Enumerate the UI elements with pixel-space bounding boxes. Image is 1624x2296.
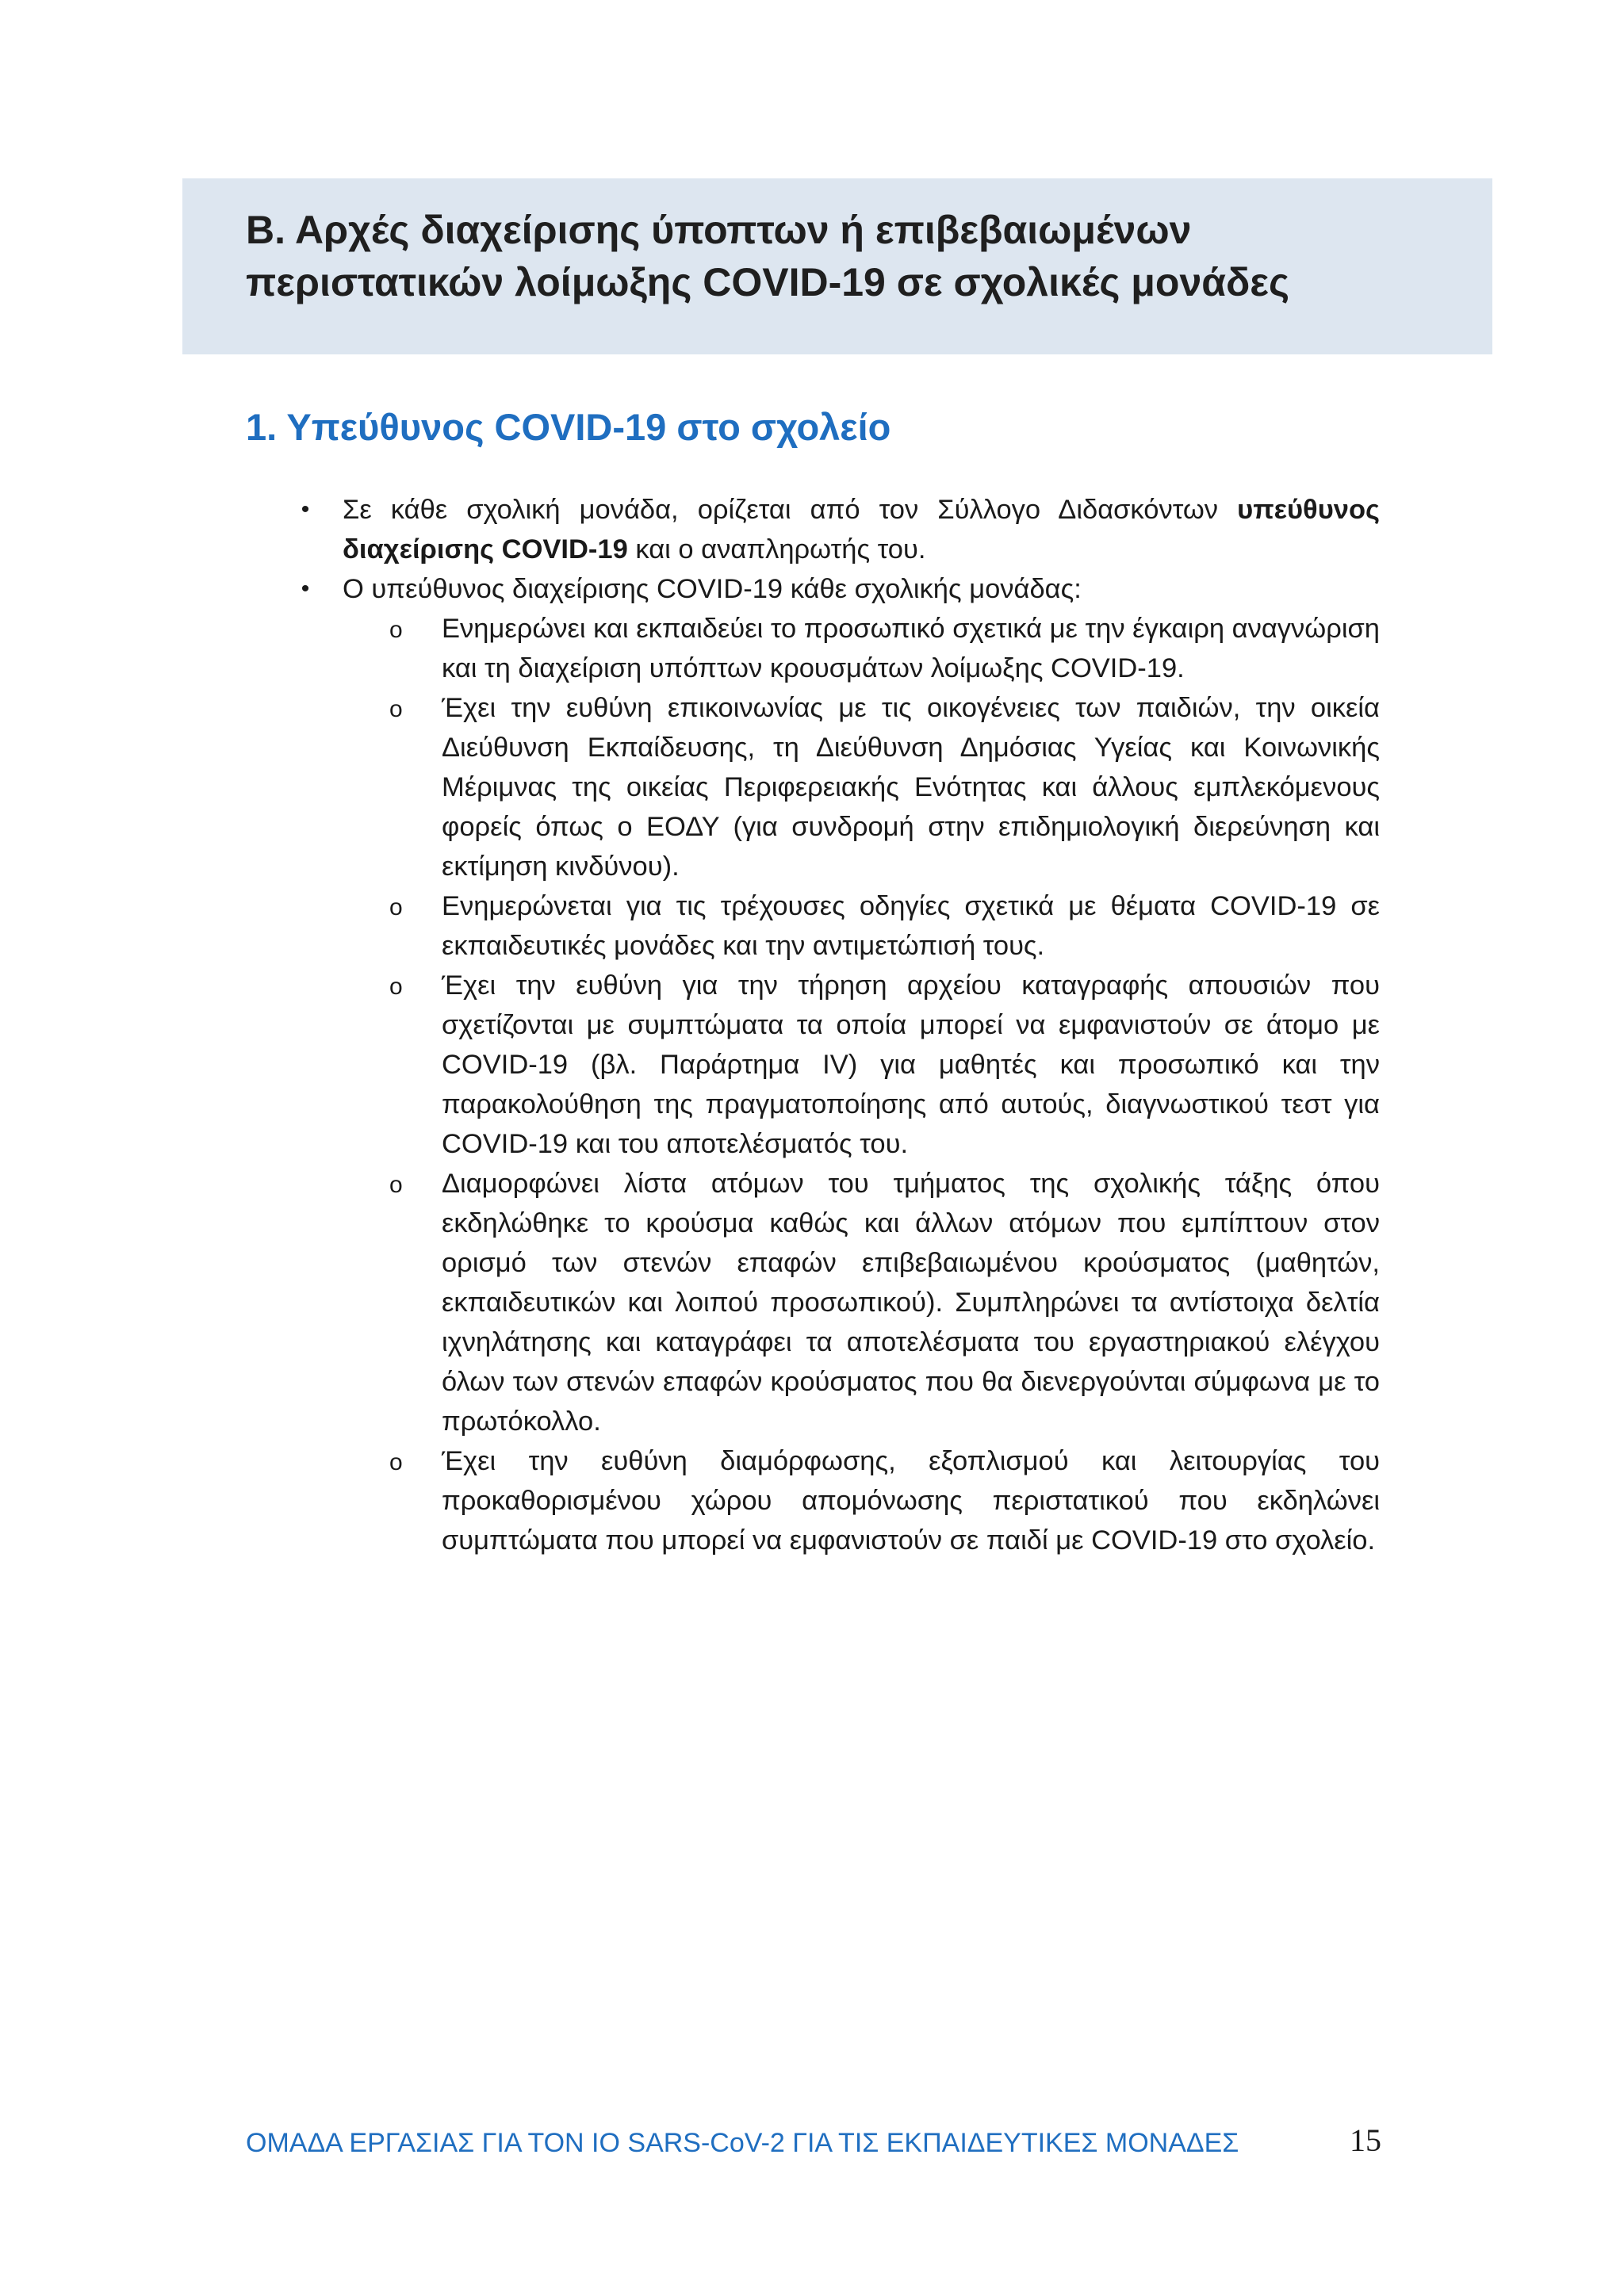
bullet-list	[246, 490, 1380, 1560]
sub-bullet-marker: o	[389, 696, 403, 722]
sub-bullet-text: Έχει την ευθύνη για την τήρηση αρχείου καταγραφής απουσιών που σχετίζονται με συμπτώματα τα οποία μπορεί να εμφανιστούν σε άτομο με COVID-19 (βλ. Παράρτημα IV) για μαθητές και προσωπικό και την παρακολούθηση της πραγματοποίησης από αυτούς, διαγνωστικού τεστ για COVID-19 και του αποτελέσματός του.	[442, 970, 1380, 1159]
sub-bullet-text: Ενημερώνεται για τις τρέχουσες οδηγίες σχετικά με θέματα COVID-19 σε εκπαιδευτικές μονάδες και την αντιμετώπισή τους.	[442, 891, 1380, 961]
sub-bullet-item-3	[389, 886, 1380, 966]
bullet-2-text: Ο υπεύθυνος διαχείρισης COVID-19 κάθε σχολικής μονάδας:	[343, 574, 1082, 604]
bullet-1-text-before: Σε κάθε σχολική μονάδα, ορίζεται από τον Σύλλογο Διδασκόντων	[343, 495, 1238, 525]
sub-bullet-text: Έχει την ευθύνη επικοινωνίας με τις οικογένειες των παιδιών, την οικεία Διεύθυνση Εκπαίδευσης, τη Διεύθυνση Δημόσιας Υγείας και Κοινωνικής Μέριμνας της οικείας Περιφερειακής Ενότητας και άλλους εμπλεκόμενους φορείς όπως ο ΕΟΔΥ (για συνδρομή στην επιδημιολογική διερεύνηση και εκτίμηση κινδύνου).	[442, 693, 1380, 882]
bullet-item-1	[246, 490, 1380, 569]
sub-bullet-item-2	[389, 688, 1380, 886]
sub-bullet-marker: o	[389, 894, 403, 920]
bullet-item-2	[246, 569, 1380, 1560]
bullet-1-bold-text: υπεύθυνος διαχείρισης COVID-19	[343, 495, 1380, 564]
section-heading: 1. Υπεύθυνος COVID-19 στο σχολείο	[246, 406, 891, 448]
page-number: 15	[1350, 2122, 1381, 2158]
chapter-title	[246, 204, 1429, 308]
sub-bullet-text: Διαμορφώνει λίστα ατόμων του τμήματος της σχολικής τάξης όπου εκδηλώθηκε το κρούσμα καθώς και άλλων ατόμων που εμπίπτουν στον ορισμό των στενών επαφών επιβεβαιωμένου κρούσματος (μαθητών, εκπαιδευτικών και λοιπού προσωπικού). Συμπληρώνει τα αντίστοιχα δελτία ιχνηλάτησης και καταγράφει τα αποτελέσματα του εργαστηριακού ελέγχου όλων των στενών επαφών κρούσματος που θα διενεργούνται σύμφωνα με το πρωτόκολλο.	[442, 1169, 1380, 1437]
bullet-marker: •	[301, 496, 310, 522]
chapter-title-band	[182, 178, 1492, 354]
page-footer	[246, 2122, 1381, 2166]
sub-bullet-item-6	[389, 1441, 1380, 1560]
sub-bullet-text: Έχει την ευθύνη διαμόρφωσης, εξοπλισμού και λειτουργίας του προκαθορισμένου χώρου απομόνωσης περιστατικού που εκδηλώνει συμπτώματα που μπορεί να εμφανιστούν σε παιδί με COVID-19 στο σχολείο.	[442, 1446, 1380, 1556]
sub-bullet-item-5	[389, 1164, 1380, 1441]
sub-bullet-marker: o	[389, 1172, 403, 1198]
chapter-title-line-1: Β. Αρχές διαχείρισης ύποπτων ή επιβεβαιωμένων	[246, 208, 1192, 252]
body-content	[246, 490, 1380, 1560]
sub-bullet-item-4	[389, 966, 1380, 1164]
bullet-1-text-after: και ο αναπληρωτής του.	[627, 534, 926, 564]
chapter-title-line-2: περιστατικών λοίμωξης COVID-19 σε σχολικές μονάδες	[246, 260, 1290, 304]
sub-bullet-item-1	[389, 609, 1380, 688]
bullet-marker: •	[301, 576, 310, 602]
sub-bullet-list	[343, 609, 1380, 1560]
sub-bullet-marker: o	[389, 617, 403, 643]
footer-text: ΟΜΑΔΑ ΕΡΓΑΣΙΑΣ ΓΙΑ ΤΟΝ ΙΟ SARS-CoV-2 ΓΙΑ ΤΙΣ ΕΚΠΑΙΔΕΥΤΙΚΕΣ ΜΟΝΑΔΕΣ	[246, 2128, 1239, 2158]
sub-bullet-text: Ενημερώνει και εκπαιδεύει το προσωπικό σχετικά με την έγκαιρη αναγνώριση και τη διαχείριση υπόπτων κρουσμάτων λοίμωξης COVID-19.	[442, 614, 1380, 683]
sub-bullet-marker: o	[389, 974, 403, 1000]
sub-bullet-marker: o	[389, 1449, 403, 1475]
